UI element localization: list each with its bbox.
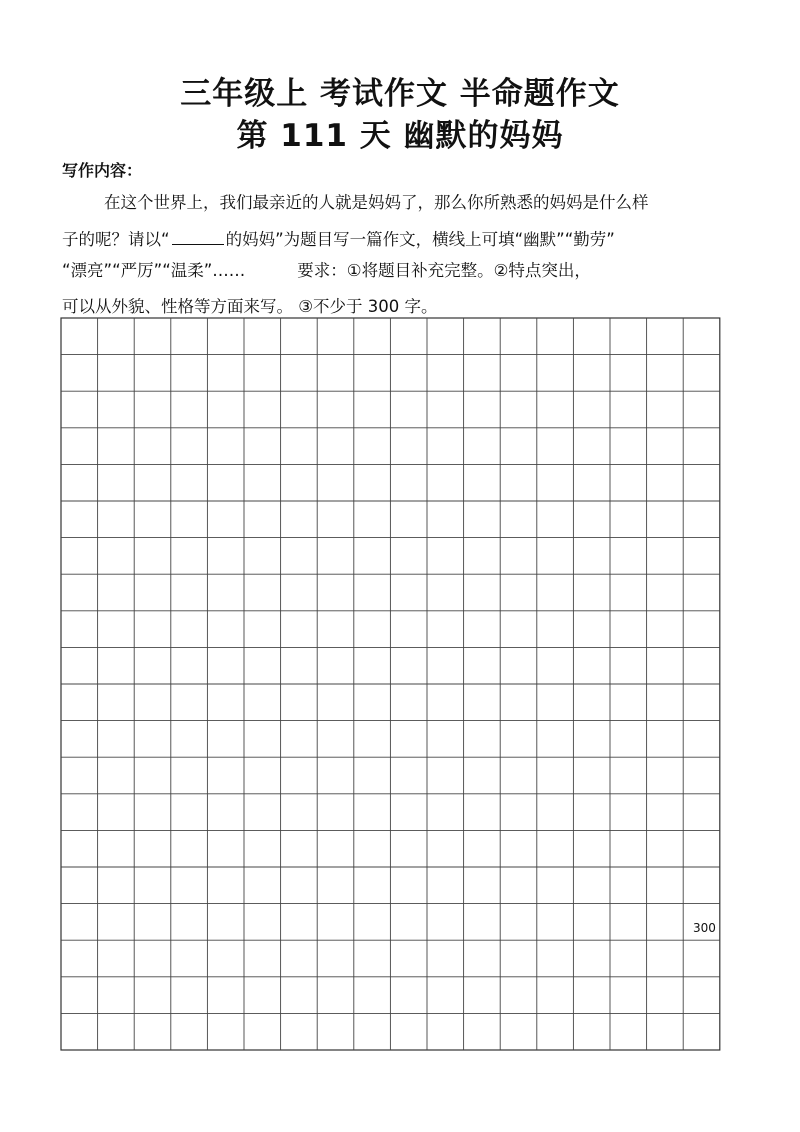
title-line-1: 三年级上 考试作文 半命题作文 [180, 76, 620, 112]
instruction-line-2-start: 子的呢？请以“ [62, 230, 170, 249]
instruction-line-1: 在这个世界上，我们最亲近的人就是妈妈了，那么你所熟悉的妈妈是什么样 [104, 193, 649, 212]
instruction-line-4: 可以从外貌、性格等方面来写。 ③不少于 300 字。 [62, 297, 438, 316]
fill-blank [172, 230, 224, 245]
writing-grid [60, 317, 724, 1051]
title-line-2: 第 111 天 幽默的妈妈 [236, 118, 564, 154]
section-label: 写作内容： [62, 161, 143, 180]
requirements-text: 要求：①将题目补充完整。②特点突出， [297, 261, 591, 280]
word-count-marker: 300 [693, 921, 716, 935]
instruction-line-2-end: 的妈妈”为题目写一篇作文，横线上可填“幽默”“勤劳” [225, 230, 615, 249]
instruction-line-3-start: “漂亮”“严厉”“温柔”…… [62, 261, 246, 280]
instruction-line-3 [62, 260, 742, 282]
instruction-line-2 [62, 229, 742, 251]
